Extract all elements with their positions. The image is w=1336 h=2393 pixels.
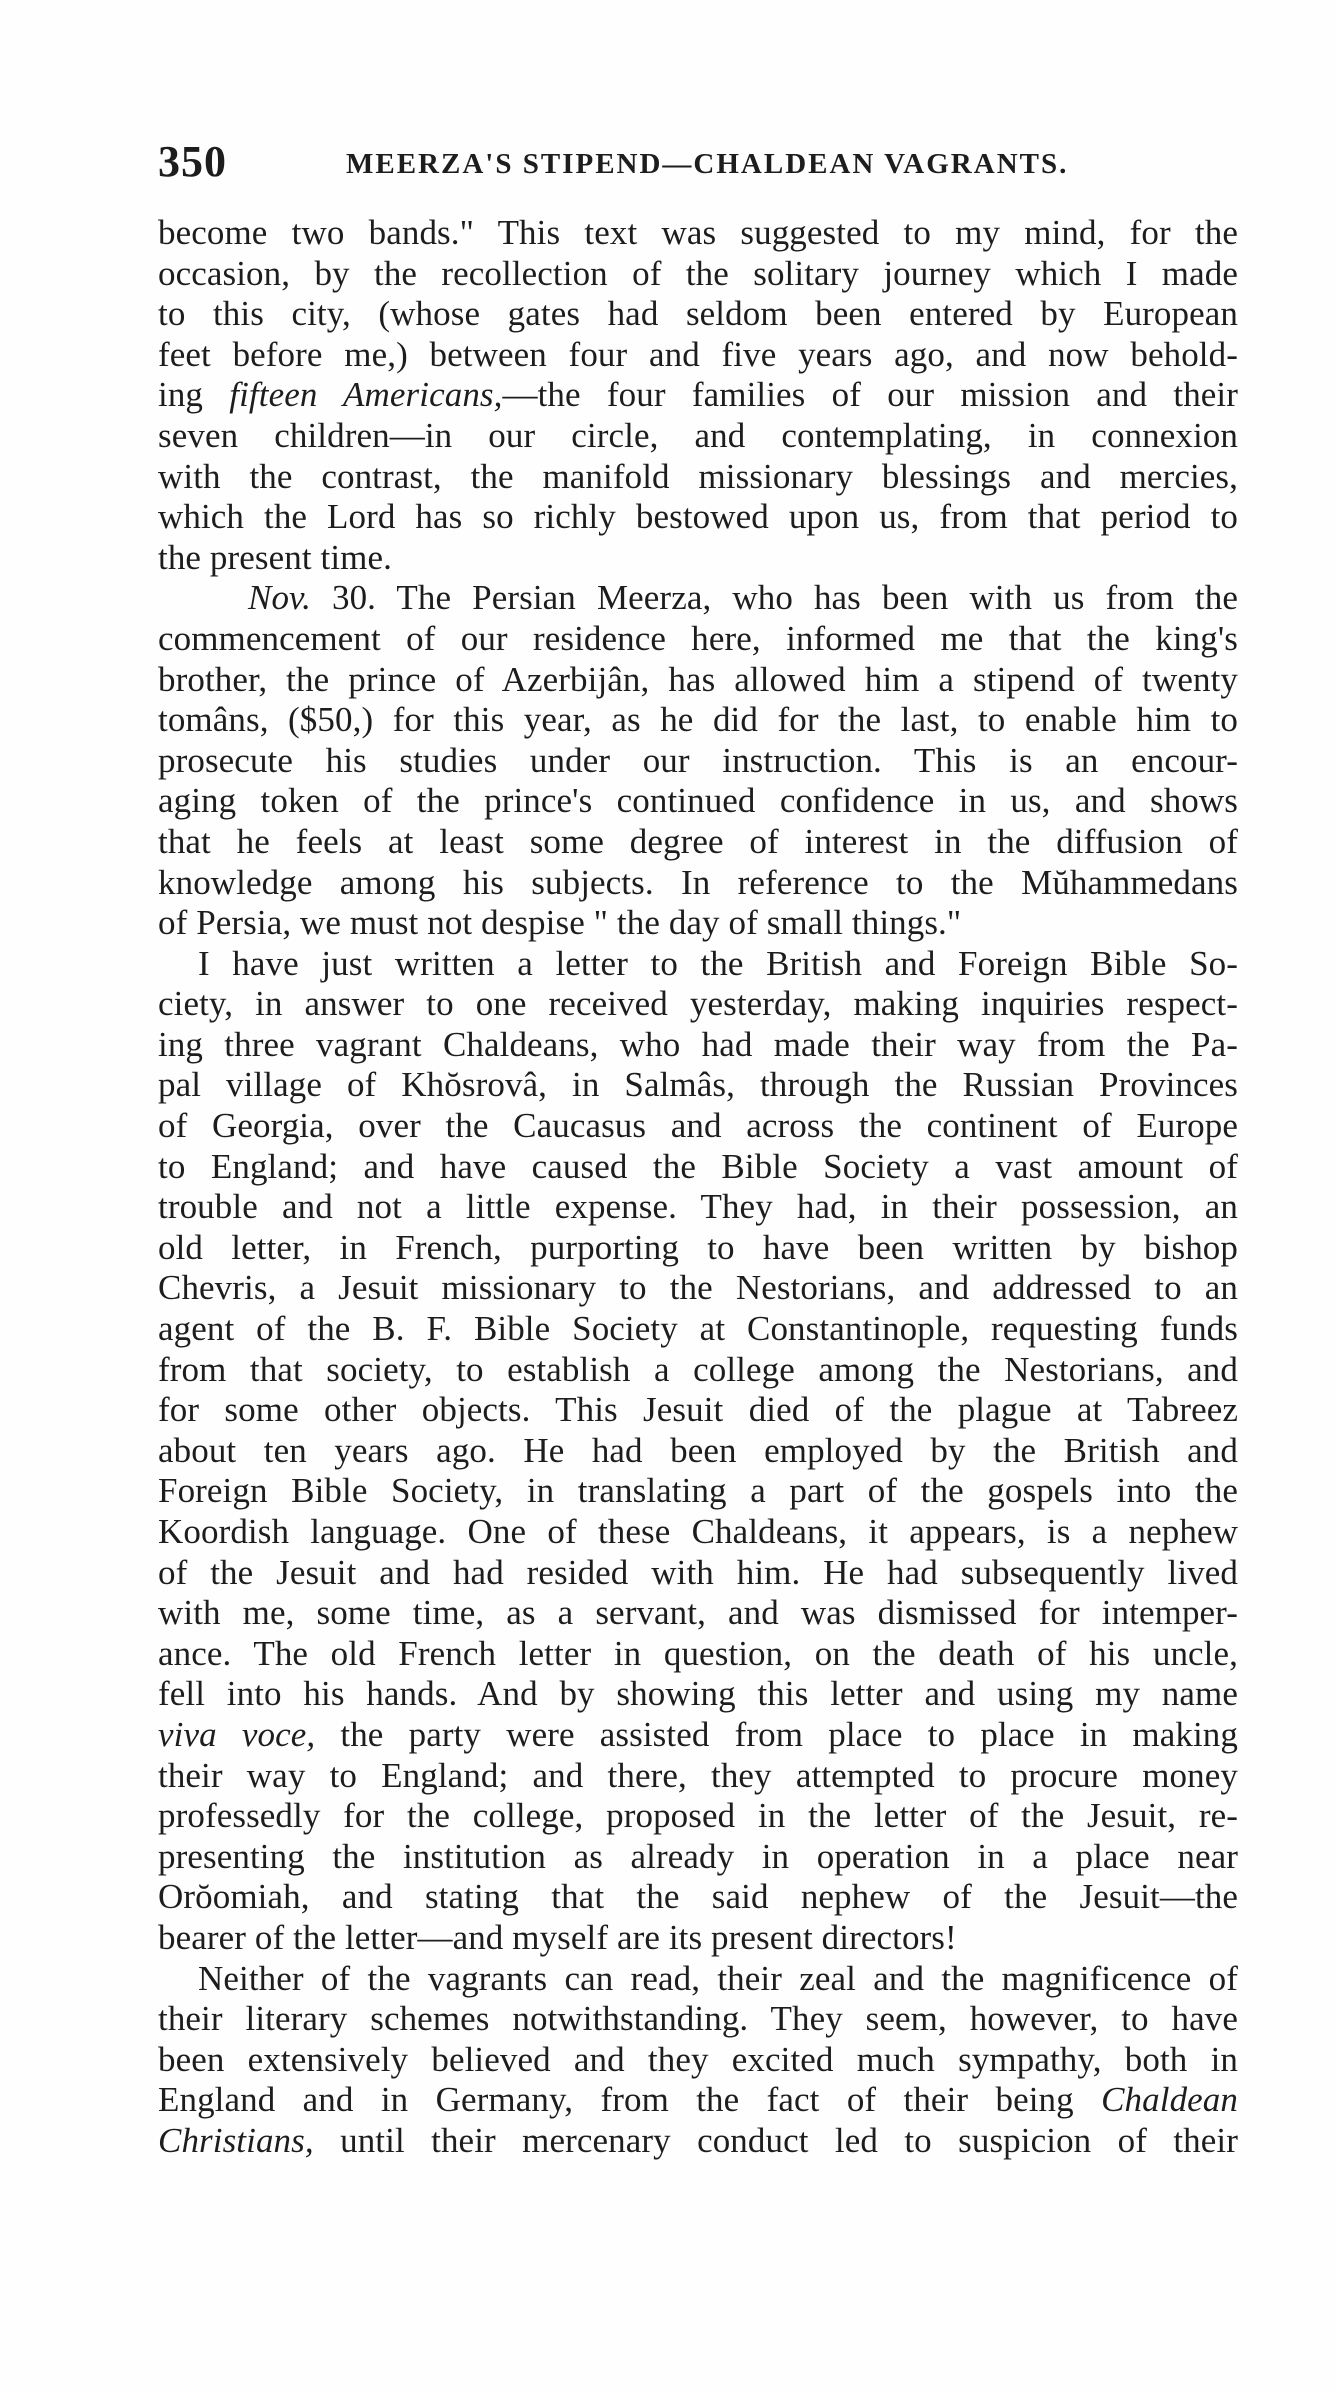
text-segment: of the Jesuit and had resided with him. He had subsequently lived — [158, 1552, 1238, 1592]
page-header — [158, 136, 1238, 196]
text-segment: presenting the institution as already in operation in a place near — [158, 1836, 1238, 1876]
text-segment: from that society, to establish a college among the Nestorians, and — [158, 1349, 1238, 1389]
text-segment: ing — [158, 375, 230, 415]
text-line — [158, 1756, 1238, 1797]
text-line — [158, 1634, 1238, 1675]
text-segment: to England; and have caused the Bible Society a vast amount of — [158, 1146, 1238, 1186]
text-line — [158, 1025, 1238, 1066]
text-line — [158, 822, 1238, 863]
text-line — [158, 863, 1238, 904]
text-line — [158, 1268, 1238, 1309]
text-segment: the party were assisted from place to place in making — [315, 1714, 1238, 1754]
text-line — [158, 1553, 1238, 1594]
text-segment: ance. The old French letter in question, on the death of his uncle, — [158, 1633, 1238, 1673]
text-line — [158, 1471, 1238, 1512]
text-segment: their literary schemes notwithstanding. They seem, however, to have — [158, 1999, 1238, 2039]
text-segment: old letter, in French, purporting to have been written by bishop — [158, 1227, 1238, 1267]
text-line — [158, 1431, 1238, 1472]
text-segment: feet before me,) between four and five years ago, and now behold- — [158, 334, 1238, 374]
text-line — [158, 254, 1238, 295]
text-line — [158, 1999, 1238, 2040]
text-line — [158, 660, 1238, 701]
text-segment: Neither of the vagrants can read, their zeal and the magnificence of — [198, 1958, 1238, 1998]
text-line — [158, 578, 1238, 619]
text-segment: brother, the prince of Azerbijân, has allowed him a stipend of twenty — [158, 659, 1238, 699]
text-segment: Chevris, a Jesuit missionary to the Nestorians, and addressed to an — [158, 1268, 1238, 1308]
text-segment: tomâns, ($50,) for this year, as he did for the last, to enable him to — [158, 700, 1238, 740]
text-segment: their way to England; and there, they attempted to procure money — [158, 1755, 1238, 1795]
text-segment: ing three vagrant Chaldeans, who had made their way from the Pa- — [158, 1024, 1238, 1064]
text-segment: pal village of Khŏsrovâ, in Salmâs, through the Russian Provinces — [158, 1065, 1238, 1105]
text-line — [158, 1106, 1238, 1147]
italic-text: Christians, — [158, 2120, 314, 2160]
text-line — [158, 335, 1238, 376]
text-segment: England and in Germany, from the fact of their being — [158, 2080, 1102, 2120]
text-line — [158, 497, 1238, 538]
text-segment: occasion, by the recollection of the solitary journey which I made — [158, 253, 1238, 293]
italic-text: Nov. — [248, 578, 311, 618]
text-segment: I have just written a letter to the British and Foreign Bible So- — [198, 943, 1238, 983]
text-line — [158, 781, 1238, 822]
text-segment: —the four families of our mission and their — [502, 375, 1239, 415]
text-segment: with me, some time, as a servant, and was dismissed for intemper- — [158, 1593, 1238, 1633]
text-line — [158, 1796, 1238, 1837]
text-line — [158, 1228, 1238, 1269]
text-segment: to this city, (whose gates had seldom been entered by European — [158, 294, 1238, 334]
italic-text: viva voce, — [158, 1714, 316, 1754]
text-segment: 30. The Persian Meerza, who has been with us from the — [310, 578, 1238, 618]
text-segment: that he feels at least some degree of interest in the diffusion of — [158, 821, 1238, 861]
text-segment: been extensively believed and they excited much sympathy, both in — [158, 2039, 1238, 2079]
running-head: MEERZA'S STIPEND—CHALDEAN VAGRANTS. — [346, 148, 1069, 180]
body-text — [158, 213, 1238, 2162]
text-segment: aging token of the prince's continued confidence in us, and shows — [158, 781, 1238, 821]
text-line — [158, 1350, 1238, 1391]
text-line — [158, 1065, 1238, 1106]
text-line — [158, 457, 1238, 498]
italic-text: fifteen Americans, — [229, 375, 503, 415]
text-segment: about ten years ago. He had been employed by the British and — [158, 1430, 1238, 1470]
text-segment: bearer of the letter—and myself are its present directors! — [158, 1917, 957, 1957]
italic-text: Chaldean — [1101, 2080, 1238, 2120]
text-line — [158, 2040, 1238, 2081]
text-segment: professedly for the college, proposed in the letter of the Jesuit, re- — [158, 1796, 1238, 1836]
text-line — [158, 619, 1238, 660]
text-segment: knowledge among his subjects. In reference to the Mŭhammedans — [158, 862, 1238, 902]
text-segment: Orŏomiah, and stating that the said nephew of the Jesuit—the — [158, 1877, 1238, 1917]
text-segment: ciety, in answer to one received yesterday, making inquiries respect- — [158, 984, 1238, 1024]
text-line — [158, 1715, 1238, 1756]
text-line — [158, 944, 1238, 985]
text-segment: seven children—in our circle, and contemplating, in connexion — [158, 415, 1238, 455]
text-segment: Foreign Bible Society, in translating a part of the gospels into the — [158, 1471, 1238, 1511]
text-segment: of Georgia, over the Caucasus and across the continent of Europe — [158, 1106, 1238, 1146]
text-line — [158, 1309, 1238, 1350]
text-line — [158, 375, 1238, 416]
text-segment: Koordish language. One of these Chaldeans, it appears, is a nephew — [158, 1512, 1238, 1551]
text-segment: trouble and not a little expense. They had, in their possession, an — [158, 1187, 1238, 1227]
text-line — [158, 1187, 1238, 1228]
text-line — [158, 1390, 1238, 1431]
text-line — [158, 416, 1238, 457]
text-segment: of Persia, we must not despise " the day of small things." — [158, 903, 962, 943]
text-segment: prosecute his studies under our instruction. This is an encour- — [158, 740, 1238, 780]
page-number: 350 — [158, 137, 227, 186]
text-segment: for some other objects. This Jesuit died of the plague at Tabreez — [158, 1390, 1238, 1430]
text-line — [158, 1837, 1238, 1878]
text-segment: agent of the B. F. Bible Society at Constantinople, requesting funds — [158, 1309, 1238, 1349]
text-segment: until their mercenary conduct led to suspicion of their — [313, 2120, 1238, 2160]
text-line — [158, 538, 1238, 579]
text-line — [158, 1512, 1238, 1553]
text-segment: with the contrast, the manifold missionary blessings and mercies, — [158, 456, 1238, 496]
text-line — [158, 903, 1238, 944]
text-segment: fell into his hands. And by showing this letter and using my name — [158, 1674, 1238, 1714]
text-line — [158, 700, 1238, 741]
text-segment: which the Lord has so richly bestowed upon us, from that period to — [158, 497, 1238, 537]
text-line — [158, 984, 1238, 1025]
text-line — [158, 1959, 1238, 2000]
text-segment: commencement of our residence here, informed me that the king's — [158, 618, 1238, 658]
text-segment: become two bands." This text was suggested to my mind, for the — [158, 213, 1238, 252]
text-line — [158, 741, 1238, 782]
text-line — [158, 1877, 1238, 1918]
text-line — [158, 1674, 1238, 1715]
text-line — [158, 1918, 1238, 1959]
text-line — [158, 2080, 1238, 2121]
text-line — [158, 1593, 1238, 1634]
text-segment: the present time. — [158, 537, 392, 577]
text-line — [158, 2121, 1238, 2162]
text-line — [158, 213, 1238, 254]
text-line — [158, 294, 1238, 335]
text-line — [158, 1147, 1238, 1188]
